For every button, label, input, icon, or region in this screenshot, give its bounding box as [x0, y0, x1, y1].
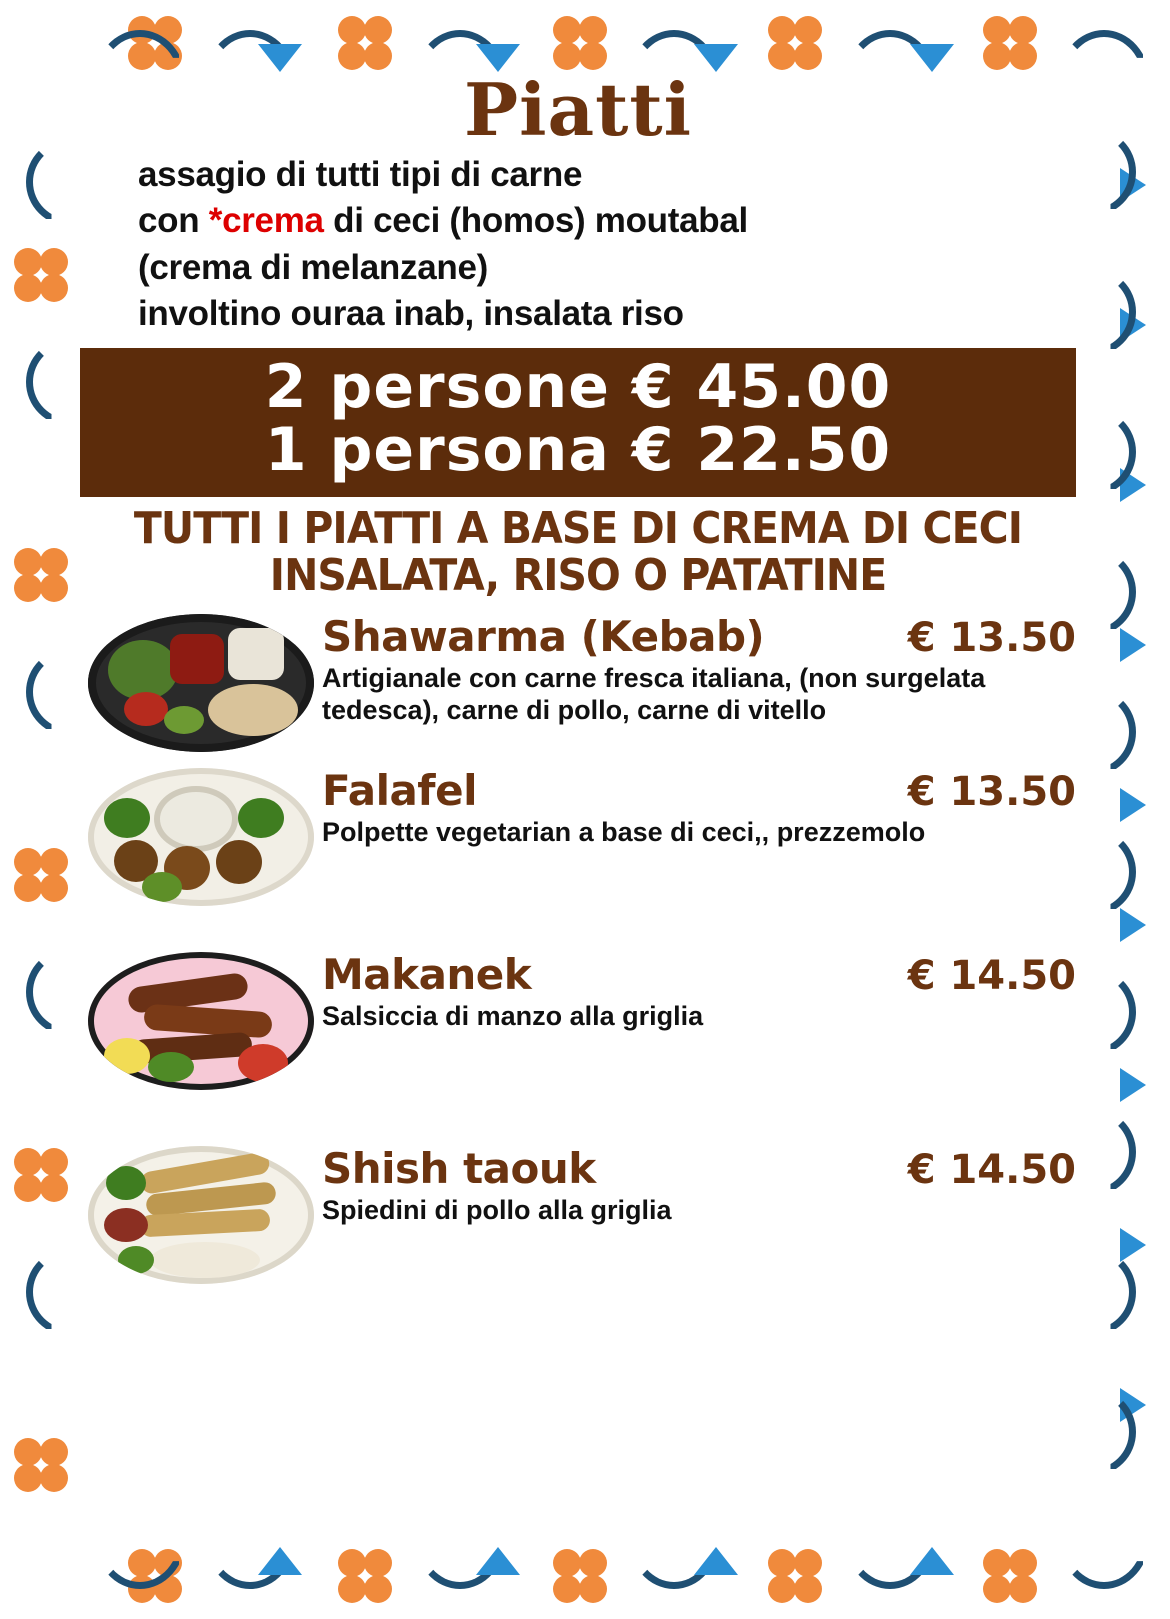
flower-motif-icon: [14, 1438, 68, 1492]
flower-motif-icon: [553, 1549, 607, 1603]
flower-motif-icon: [338, 1549, 392, 1603]
price-two-persons: 2 persone € 45.00: [264, 351, 892, 422]
flower-motif-icon: [14, 848, 68, 902]
wave-motif-icon: [26, 338, 70, 426]
menu-content: [80, 62, 1076, 1542]
menu-item-header: [322, 1144, 1076, 1193]
page-title: Piatti: [463, 67, 692, 152]
shish-taouk-plate-photo: [80, 1140, 322, 1290]
flower-motif-icon: [14, 548, 68, 602]
menu-item-price: € 13.50: [907, 769, 1076, 815]
triangle-motif-icon: [694, 1547, 738, 1575]
menu-item-price: € 13.50: [907, 615, 1076, 661]
price-one-person: 1 persona € 22.50: [264, 415, 892, 486]
intro-line-4: involtino ouraa inab, insalata riso: [138, 294, 684, 334]
wave-motif-icon: [1092, 828, 1136, 916]
intro-text: [80, 152, 1076, 338]
triangle-motif-icon: [1120, 1068, 1146, 1102]
menu-item-description: Salsiccia di manzo alla griglia: [322, 1001, 704, 1031]
subheading-line-2: INSALATA, RISO O PATATINE: [269, 550, 887, 602]
wave-motif-icon: [1092, 968, 1136, 1056]
menu-item-price: € 14.50: [907, 1147, 1076, 1193]
falafel-plate-photo: [80, 762, 322, 912]
menu-item-header: [322, 612, 1076, 661]
triangle-motif-icon: [910, 1547, 954, 1575]
intro-line-2: [138, 198, 1076, 245]
wave-motif-icon: [1092, 688, 1136, 776]
flower-motif-icon: [14, 1148, 68, 1202]
menu-item-price: € 14.50: [907, 953, 1076, 999]
menu-item: [80, 608, 1076, 758]
menu-item-name: Shish taouk: [322, 1144, 596, 1193]
menu-item-body: [322, 946, 1076, 1033]
intro-line-2-prefix: con: [138, 201, 209, 241]
triangle-motif-icon: [258, 1547, 302, 1575]
arc-motif-icon: [1058, 1537, 1150, 1589]
flower-motif-icon: [14, 248, 68, 302]
subheading-line-1: TUTTI I PIATTI A BASE DI CREMA DI CECI: [133, 502, 1023, 554]
menu-item-name: Falafel: [322, 766, 477, 815]
menu-item-description: Artigianale con carne fresca italiana, (non surgelata tedesca), carne di pollo, carne di vitello: [322, 663, 986, 725]
triangle-motif-icon: [1120, 788, 1146, 822]
intro-accent-word: *crema: [208, 201, 324, 241]
wave-motif-icon: [1092, 548, 1136, 636]
triangle-motif-icon: [1120, 1228, 1146, 1262]
wave-motif-icon: [26, 138, 70, 226]
intro-line-3: (crema di melanzane): [138, 247, 488, 287]
triangle-motif-icon: [476, 1547, 520, 1575]
price-band: [80, 348, 1076, 497]
triangle-motif-icon: [1120, 628, 1146, 662]
menu-item: [80, 946, 1076, 1096]
wave-motif-icon: [1092, 128, 1136, 216]
triangle-motif-icon: [1120, 908, 1146, 942]
menu-item-body: [322, 1140, 1076, 1227]
menu-item-name: Shawarma (Kebab): [322, 612, 765, 661]
menu-item-header: [322, 950, 1076, 999]
wave-motif-icon: [1092, 1108, 1136, 1196]
menu-item: [80, 1140, 1076, 1290]
subheading: [115, 502, 1041, 602]
wave-motif-icon: [26, 948, 70, 1036]
intro-line-2-suffix: di ceci (homos) moutabal: [323, 201, 748, 241]
menu-item-header: [322, 766, 1076, 815]
wave-motif-icon: [26, 1248, 70, 1336]
menu-item-body: [322, 608, 1076, 727]
menu-items-list: [80, 608, 1076, 1290]
wave-motif-icon: [26, 648, 70, 736]
flower-motif-icon: [768, 1549, 822, 1603]
menu-item-name: Makanek: [322, 950, 532, 999]
menu-item-description: Polpette vegetarian a base di ceci,, prezzemolo: [322, 817, 926, 847]
makanek-plate-photo: [80, 946, 322, 1096]
menu-item: [80, 762, 1076, 912]
menu-item-body: [322, 762, 1076, 849]
wave-motif-icon: [1092, 268, 1136, 356]
intro-line-1: assagio di tutti tipi di carne: [138, 154, 583, 194]
menu-item-description: Spiedini di pollo alla griglia: [322, 1195, 672, 1225]
flower-motif-icon: [983, 1549, 1037, 1603]
shawarma-plate-photo: [80, 608, 322, 758]
